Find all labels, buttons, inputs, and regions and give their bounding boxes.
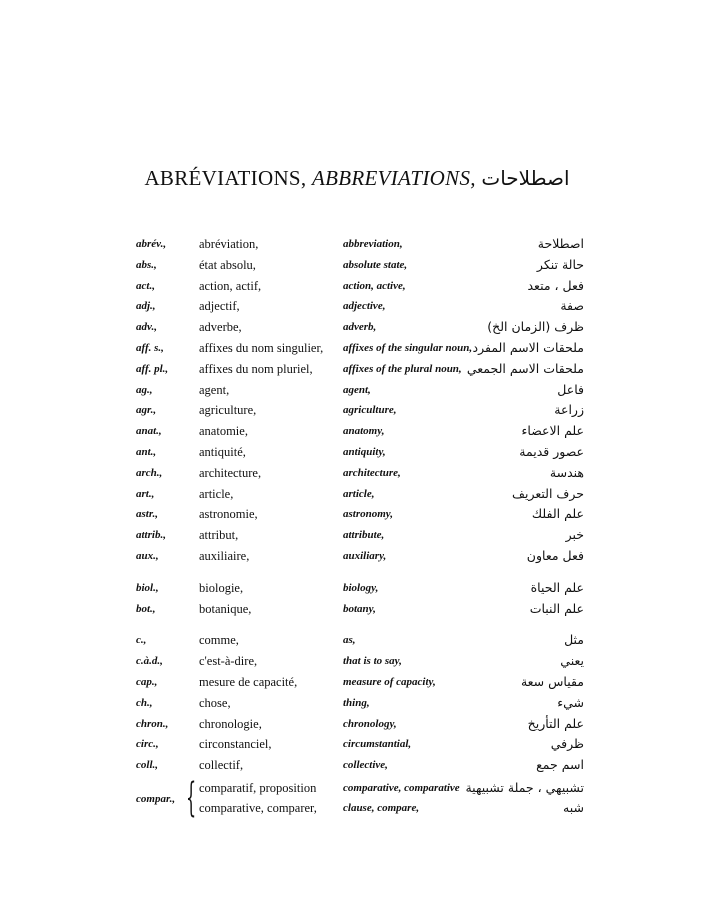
entry-abbreviation: agr., bbox=[136, 404, 157, 417]
entry-row bbox=[0, 338, 714, 359]
entry-row bbox=[0, 672, 714, 693]
entry-arabic: هندسة bbox=[549, 464, 584, 480]
entry-row bbox=[0, 504, 714, 525]
entry-english: affixes of the plural noun, bbox=[343, 362, 462, 375]
entry-arabic: مقياس سعة bbox=[520, 673, 584, 689]
entry-english: measure of capacity, bbox=[343, 675, 436, 688]
entry-english: as, bbox=[343, 634, 356, 647]
entry-row bbox=[0, 755, 714, 776]
entry-french: adverbe, bbox=[199, 320, 242, 335]
entry-french: affixes du nom pluriel, bbox=[199, 361, 313, 376]
entry-abbreviation: art., bbox=[136, 487, 155, 500]
entry-english: action, active, bbox=[343, 279, 406, 292]
entry-french-line2: comparative, comparer, bbox=[199, 800, 317, 815]
entry-row bbox=[0, 714, 714, 735]
entry-english: affixes of the singular noun, bbox=[343, 341, 473, 354]
page-title bbox=[0, 166, 714, 191]
entry-french: botanique, bbox=[199, 601, 252, 616]
entry-english: botany, bbox=[343, 602, 376, 615]
entry-abbreviation: coll., bbox=[136, 759, 158, 772]
entry-english: collective, bbox=[343, 759, 388, 772]
entry-row bbox=[0, 463, 714, 484]
entry-row bbox=[0, 442, 714, 463]
entry-arabic: علم الفلك bbox=[531, 506, 584, 522]
entry-abbreviation: biol., bbox=[136, 581, 159, 594]
entry-english: agent, bbox=[343, 383, 371, 396]
entry-arabic-line1: تشبيهي ، جملة تشبيهية bbox=[465, 779, 584, 795]
entry-english: astronomy, bbox=[343, 508, 394, 521]
entry-abbreviation: act., bbox=[136, 279, 155, 292]
entry-abbreviation: abrév., bbox=[136, 238, 167, 250]
entry-arabic: ظرفي bbox=[550, 736, 584, 752]
entry-english: architecture, bbox=[343, 466, 401, 479]
entry-row bbox=[0, 484, 714, 505]
entry-english: attribute, bbox=[343, 529, 385, 542]
entry-abbreviation: compar., bbox=[136, 792, 176, 805]
entry-abbreviation: adv., bbox=[136, 321, 157, 334]
entry-french: collectif, bbox=[199, 758, 244, 773]
entry-abbreviation: aff. s., bbox=[136, 341, 164, 354]
entry-french: article, bbox=[199, 486, 234, 501]
entry-english: adverb, bbox=[343, 321, 377, 334]
entry-arabic: علم التأريخ bbox=[527, 715, 584, 731]
entry-abbreviation: ant., bbox=[136, 445, 157, 458]
entry-french: chronologie, bbox=[199, 716, 262, 731]
entry-abbreviation: arch., bbox=[136, 466, 163, 479]
entry-arabic: زراعة bbox=[554, 402, 584, 418]
entry-arabic: مثل bbox=[564, 632, 584, 648]
entry-english: absolute state, bbox=[343, 258, 408, 271]
entry-arabic: فاعل bbox=[557, 381, 584, 397]
entry-arabic: حرف التعريف bbox=[512, 485, 584, 501]
entry-french: chose, bbox=[199, 695, 231, 710]
entry-french: affixes du nom singulier, bbox=[199, 340, 324, 355]
title-english: ABBREVIATIONS, bbox=[312, 166, 476, 190]
entry-abbreviation: aux., bbox=[136, 549, 159, 562]
entry-english: antiquity, bbox=[343, 445, 386, 458]
entry-abbreviation: ch., bbox=[136, 696, 153, 709]
entry-row bbox=[0, 525, 714, 546]
entry-french-line1: comparatif, proposition bbox=[199, 780, 317, 795]
entry-french: attribut, bbox=[199, 528, 239, 543]
entry-english-line2: clause, compare, bbox=[343, 801, 420, 814]
entry-abbreviation: abs., bbox=[136, 258, 157, 271]
entry-french: astronomie, bbox=[199, 507, 258, 522]
entry-row bbox=[0, 734, 714, 755]
entry-row bbox=[0, 359, 714, 380]
curly-brace-icon: { bbox=[186, 774, 197, 821]
entry-arabic: فعل ، متعد bbox=[527, 277, 584, 293]
entry-arabic-line2: شبه bbox=[563, 799, 584, 815]
entry-french: abréviation, bbox=[199, 237, 259, 251]
entry-abbreviation: bot., bbox=[136, 602, 156, 615]
entry-english: thing, bbox=[343, 696, 370, 709]
entry-french: agriculture, bbox=[199, 403, 257, 418]
abbreviation-list bbox=[0, 234, 714, 820]
entry-french: agent, bbox=[199, 382, 230, 397]
entry-french: état absolu, bbox=[199, 257, 256, 272]
entry-french: c'est-à-dire, bbox=[199, 654, 258, 669]
entry-arabic: علم الاعضاء bbox=[521, 423, 584, 439]
entry-abbreviation: adj., bbox=[136, 300, 156, 313]
entry-french: comme, bbox=[199, 633, 239, 648]
entry-arabic: علم النبات bbox=[529, 600, 584, 616]
entry-english: that is to say, bbox=[343, 655, 402, 668]
entry-english-line1: comparative, comparative bbox=[343, 781, 460, 794]
entry-arabic: حالة تنكر bbox=[536, 256, 584, 272]
entry-arabic: عصور قديمة bbox=[519, 443, 584, 459]
entry-arabic: صفة bbox=[560, 298, 584, 314]
entry-arabic: ملحقات الاسم المفرد bbox=[472, 339, 584, 355]
entry-arabic: اصطلاحة bbox=[537, 236, 584, 251]
entry-abbreviation: c.à.d., bbox=[136, 655, 163, 668]
entry-arabic: علم الحياة bbox=[530, 579, 584, 595]
entry-french: architecture, bbox=[199, 465, 262, 480]
entry-row bbox=[0, 651, 714, 672]
entry-english: auxiliary, bbox=[343, 549, 387, 562]
entry-english: agriculture, bbox=[343, 404, 397, 417]
entry-arabic: خبر bbox=[565, 527, 584, 543]
entry-abbreviation: aff. pl., bbox=[136, 362, 169, 375]
entry-french: action, actif, bbox=[199, 278, 262, 293]
entry-english: chronology, bbox=[343, 717, 397, 730]
entry-row bbox=[0, 234, 714, 255]
entry-english: abbreviation, bbox=[343, 238, 403, 250]
entry-french: biologie, bbox=[199, 580, 244, 595]
title-arabic: اصطلاحات bbox=[481, 166, 570, 190]
entry-row bbox=[0, 276, 714, 297]
entry-arabic: يعني bbox=[560, 653, 584, 669]
entry-arabic: اسم جمع bbox=[536, 757, 584, 773]
entry-french: mesure de capacité, bbox=[199, 674, 298, 689]
entry-french: auxiliaire, bbox=[199, 548, 250, 563]
entry-row bbox=[0, 380, 714, 401]
entry-abbreviation: attrib., bbox=[136, 529, 166, 542]
entry-abbreviation: c., bbox=[136, 634, 147, 647]
entry-row bbox=[0, 296, 714, 317]
entry-row bbox=[0, 400, 714, 421]
entry-abbreviation: cap., bbox=[136, 675, 158, 688]
entry-arabic: شيء bbox=[557, 694, 584, 710]
entry-english: adjective, bbox=[343, 300, 386, 313]
entry-row bbox=[0, 578, 714, 599]
entry-arabic: فعل معاون bbox=[526, 547, 584, 563]
entry-abbreviation: chron., bbox=[136, 717, 169, 730]
entry-abbreviation: astr., bbox=[136, 508, 159, 521]
entry-english: biology, bbox=[343, 581, 379, 594]
entry-row bbox=[0, 693, 714, 714]
entry-french: adjectif, bbox=[199, 299, 240, 314]
entry-french: antiquité, bbox=[199, 444, 246, 459]
entry-abbreviation: circ., bbox=[136, 738, 159, 751]
title-french: ABRÉVIATIONS, bbox=[144, 166, 307, 190]
entry-french: anatomie, bbox=[199, 424, 248, 439]
entry-arabic: ظرف (الزمان الخ) bbox=[487, 319, 584, 335]
entry-row bbox=[0, 255, 714, 276]
entry-row bbox=[0, 546, 714, 567]
entry-french: circonstanciel, bbox=[199, 737, 272, 752]
entry-english: article, bbox=[343, 487, 375, 500]
entry-english: circumstantial, bbox=[343, 738, 412, 751]
entry-abbreviation: anat., bbox=[136, 425, 162, 438]
entry-abbreviation: ag., bbox=[136, 383, 153, 396]
entry-row bbox=[0, 317, 714, 338]
entry-row-compar bbox=[0, 774, 714, 821]
entry-row bbox=[0, 599, 714, 620]
entry-row bbox=[0, 421, 714, 442]
entry-row bbox=[0, 630, 714, 651]
entry-arabic: ملحقات الاسم الجمعي bbox=[466, 360, 584, 376]
entry-english: anatomy, bbox=[343, 425, 385, 438]
